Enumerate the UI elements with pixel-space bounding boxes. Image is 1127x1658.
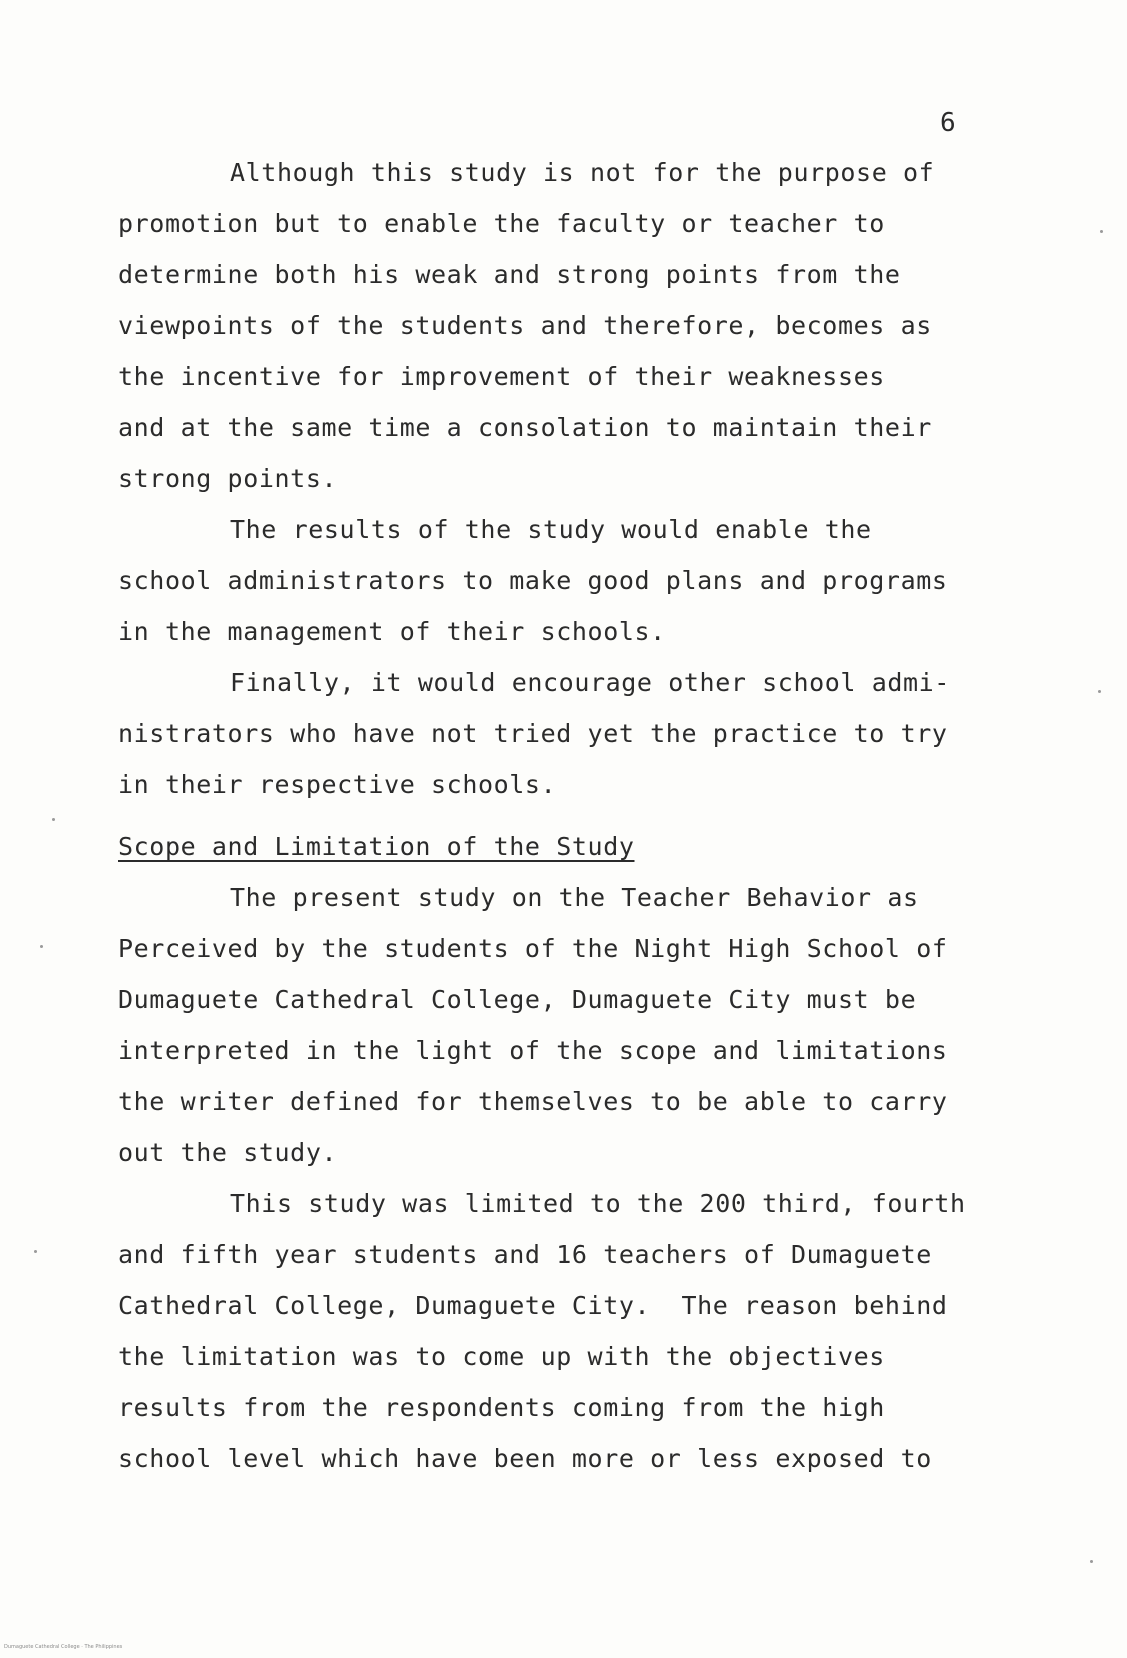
paragraph-2-line-1: The results of the study would enable the	[230, 515, 872, 544]
scan-speck	[34, 1250, 37, 1253]
page-number: 6	[940, 108, 957, 138]
paragraph-5-line-4: the limitation was to come up with the objectives	[118, 1342, 885, 1371]
paragraph-1-line-4: viewpoints of the students and therefore, becomes as	[118, 311, 932, 340]
paragraph-4-line-1: The present study on the Teacher Behavior as	[230, 883, 919, 912]
paragraph-4-line-2: Perceived by the students of the Night High School of	[118, 934, 948, 963]
paragraph-2-line-3: in the management of their schools.	[118, 617, 666, 646]
paragraph-3-line-1: Finally, it would encourage other school admi-	[230, 668, 950, 697]
paragraph-1-line-7: strong points.	[118, 464, 338, 493]
paragraph-5-line-5: results from the respondents coming from the high	[118, 1393, 885, 1422]
paragraph-1-line-1: Although this study is not for the purpose of	[230, 158, 935, 187]
paragraph-4-line-5: the writer defined for themselves to be able to carry	[118, 1087, 948, 1116]
paragraph-4-line-6: out the study.	[118, 1138, 338, 1167]
paragraph-5-line-6: school level which have been more or less exposed to	[118, 1444, 932, 1473]
paragraph-5-line-2: and fifth year students and 16 teachers of Dumaguete	[118, 1240, 932, 1269]
scan-speck	[40, 945, 43, 948]
footer-scan-text: Dumaguete Cathedral College · The Philippines	[4, 1644, 123, 1650]
paragraph-3-line-2: nistrators who have not tried yet the practice to try	[118, 719, 948, 748]
paragraph-1-line-2: promotion but to enable the faculty or teacher to	[118, 209, 885, 238]
scan-speck	[1100, 230, 1103, 233]
paragraph-4-line-3: Dumaguete Cathedral College, Dumaguete City must be	[118, 985, 917, 1014]
scan-speck	[52, 818, 55, 821]
paragraph-5-line-1: This study was limited to the 200 third, fourth	[230, 1189, 966, 1218]
paragraph-1-line-5: the incentive for improvement of their weaknesses	[118, 362, 885, 391]
paragraph-5-line-3: Cathedral College, Dumaguete City. The reason behind	[118, 1291, 948, 1320]
paragraph-4-line-4: interpreted in the light of the scope and limitations	[118, 1036, 948, 1065]
scan-speck	[1098, 690, 1101, 693]
section-heading: Scope and Limitation of the Study	[118, 832, 635, 861]
paragraph-2-line-2: school administrators to make good plans and programs	[118, 566, 948, 595]
scan-speck	[1090, 1560, 1093, 1563]
paragraph-3-line-3: in their respective schools.	[118, 770, 557, 799]
paragraph-1-line-6: and at the same time a consolation to maintain their	[118, 413, 932, 442]
paragraph-1-line-3: determine both his weak and strong points from the	[118, 260, 901, 289]
